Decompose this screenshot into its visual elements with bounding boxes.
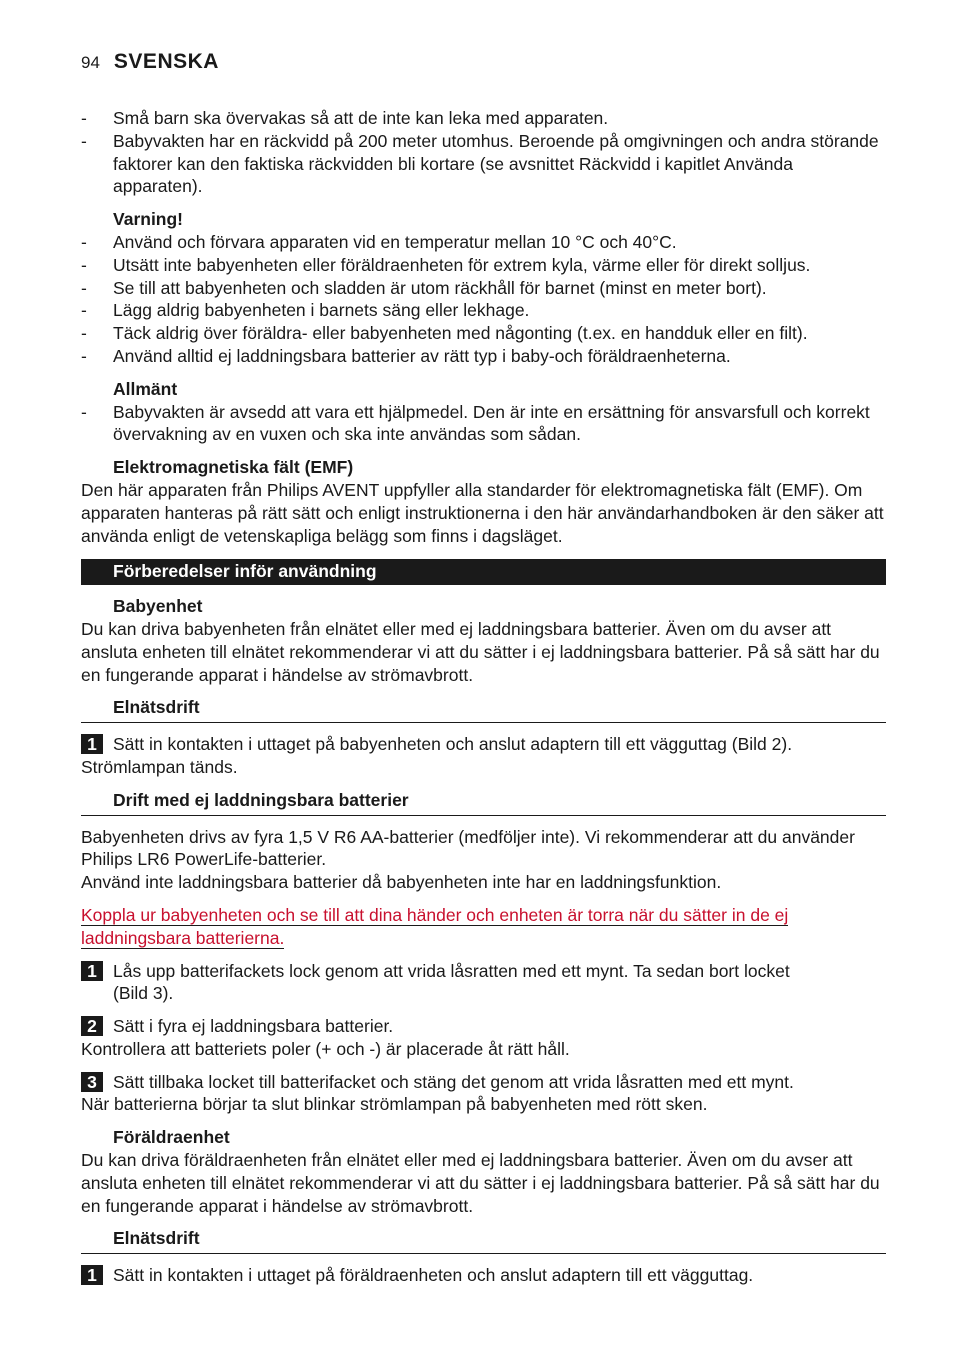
emf-text: Den här apparaten från Philips AVENT uppfyller alla standarder för elektromagnetiska fält (EMF). Om apparaten hanteras på rätt sätt och enligt instruktionerna i den här användarhandboken är den säker att använda enligt de vetenskapliga belägg som finns i dagsläget. [81, 479, 884, 546]
heading-batterier: Drift med ej laddningsbara batterier [81, 789, 886, 816]
step-item: 3 Sätt tillbaka locket till batterifacket och stäng det genom att vrida låsratten med ett mynt. [81, 1071, 886, 1094]
list-item: - Utsätt inte babyenheten eller föräldraenheten för extrem kyla, värme eller för direkt solljus. [81, 254, 811, 275]
step-result: Strömlampan tänds. [81, 756, 238, 777]
list-item: - Använd och förvara apparaten vid en temperatur mellan 10 °C och 40°C. [81, 231, 677, 252]
step-number: 2 [81, 1016, 103, 1036]
list-item: - Babyvakten är avsedd att vara ett hjälpmedel. Den är inte en ersättning för ansvarsfull och korrekt övervakning av en vuxen och ska inte användas som sådan. [81, 401, 870, 445]
step-result: Kontrollera att batteriets poler (+ och -) är placerade åt rätt håll. [81, 1038, 570, 1059]
step-item: 1 Sätt in kontakten i uttaget på babyenheten och anslut adaptern till ett vägguttag (Bild 2). [81, 733, 886, 756]
batterier-text-1: Babyenheten drivs av fyra 1,5 V R6 AA-batterier (medföljer inte). Vi rekommenderar att du använder Philips LR6 PowerLife-batterier. [81, 826, 855, 870]
step-number: 1 [81, 1265, 103, 1285]
varning-list [81, 231, 886, 368]
list-item: - Babyvakten har en räckvidd på 200 meter utomhus. Beroende på omgivningen och andra störande faktorer kan den faktiska räckvidden bli kortare (se avsnittet Räckvidd i kapitlet Använda apparaten). [81, 130, 879, 197]
section-title-bar: Förberedelser inför användning [81, 559, 886, 585]
heading-elnatsdrift-parent: Elnätsdrift [81, 1227, 886, 1254]
batterier-text-2: Använd inte laddningsbara batterier då babyenheten inte har en laddningsfunktion. [81, 872, 722, 893]
step-item: 1 Lås upp batterifackets lock genom att vrida låsratten med ett mynt. Ta sedan bort locket (Bild 3). [81, 960, 886, 1006]
page-number: 94 [81, 53, 100, 72]
heading-varning: Varning! [113, 209, 184, 230]
heading-babyenhet: Babyenhet [113, 596, 203, 617]
page-header [81, 50, 219, 74]
step-item: 1 Sätt in kontakten i uttaget på föräldraenheten och anslut adaptern till ett vägguttag. [81, 1264, 886, 1287]
foraldraenhet-text: Du kan driva föräldraenheten från elnätet eller med ej laddningsbara batterier. Även om du avser att ansluta enheten till elnätet rekommenderar vi att du sätter i ej laddningsbara batterier. På så sätt har du en fungerande apparat i händelse av strömavbrott. [81, 1150, 880, 1216]
heading-elnatsdrift-baby: Elnätsdrift [81, 696, 886, 723]
list-item: - Täck aldrig över föräldra- eller babyenheten med någonting (t.ex. en handduk eller en filt). [81, 323, 808, 344]
safety-list [81, 107, 886, 198]
list-item: - Små barn ska övervakas så att de inte kan leka med apparaten. [81, 108, 609, 128]
list-item: - Använd alltid ej laddningsbara batterier av rätt typ i baby-och föräldraenheterna. [81, 345, 731, 366]
list-item: - Se till att babyenheten och sladden är utom räckhåll för barnet (minst en meter bort). [81, 277, 767, 298]
step-number: 3 [81, 1072, 103, 1092]
step-number: 1 [81, 961, 103, 981]
heading-foraldraenhet: Föräldraenhet [113, 1127, 230, 1148]
step-item: 2 Sätt i fyra ej laddningsbara batterier. [81, 1015, 886, 1038]
page-content [81, 107, 886, 1287]
step-result: När batterierna börjar ta slut blinkar strömlampan på babyenheten med rött sken. [81, 1094, 708, 1115]
heading-allmant: Allmänt [113, 378, 178, 399]
heading-emf: Elektromagnetiska fält (EMF) [113, 457, 354, 478]
babyenhet-text: Du kan driva babyenheten från elnätet eller med ej laddningsbara batterier. Även om du avser att ansluta enheten till elnätet rekommenderar vi att du sätter i ej laddningsbara batterier. På så sätt har du en fungerande apparat i händelse av strömavbrott. [81, 618, 880, 685]
language-title: SVENSKA [113, 50, 219, 73]
step-number: 1 [81, 734, 103, 754]
list-item: - Lägg aldrig babyenheten i barnets säng eller lekhage. [81, 300, 530, 321]
battery-warning: Koppla ur babyenheten och se till att dina händer och enheten är torra när du sätter in de ej laddningsbara batterierna. [81, 904, 789, 948]
